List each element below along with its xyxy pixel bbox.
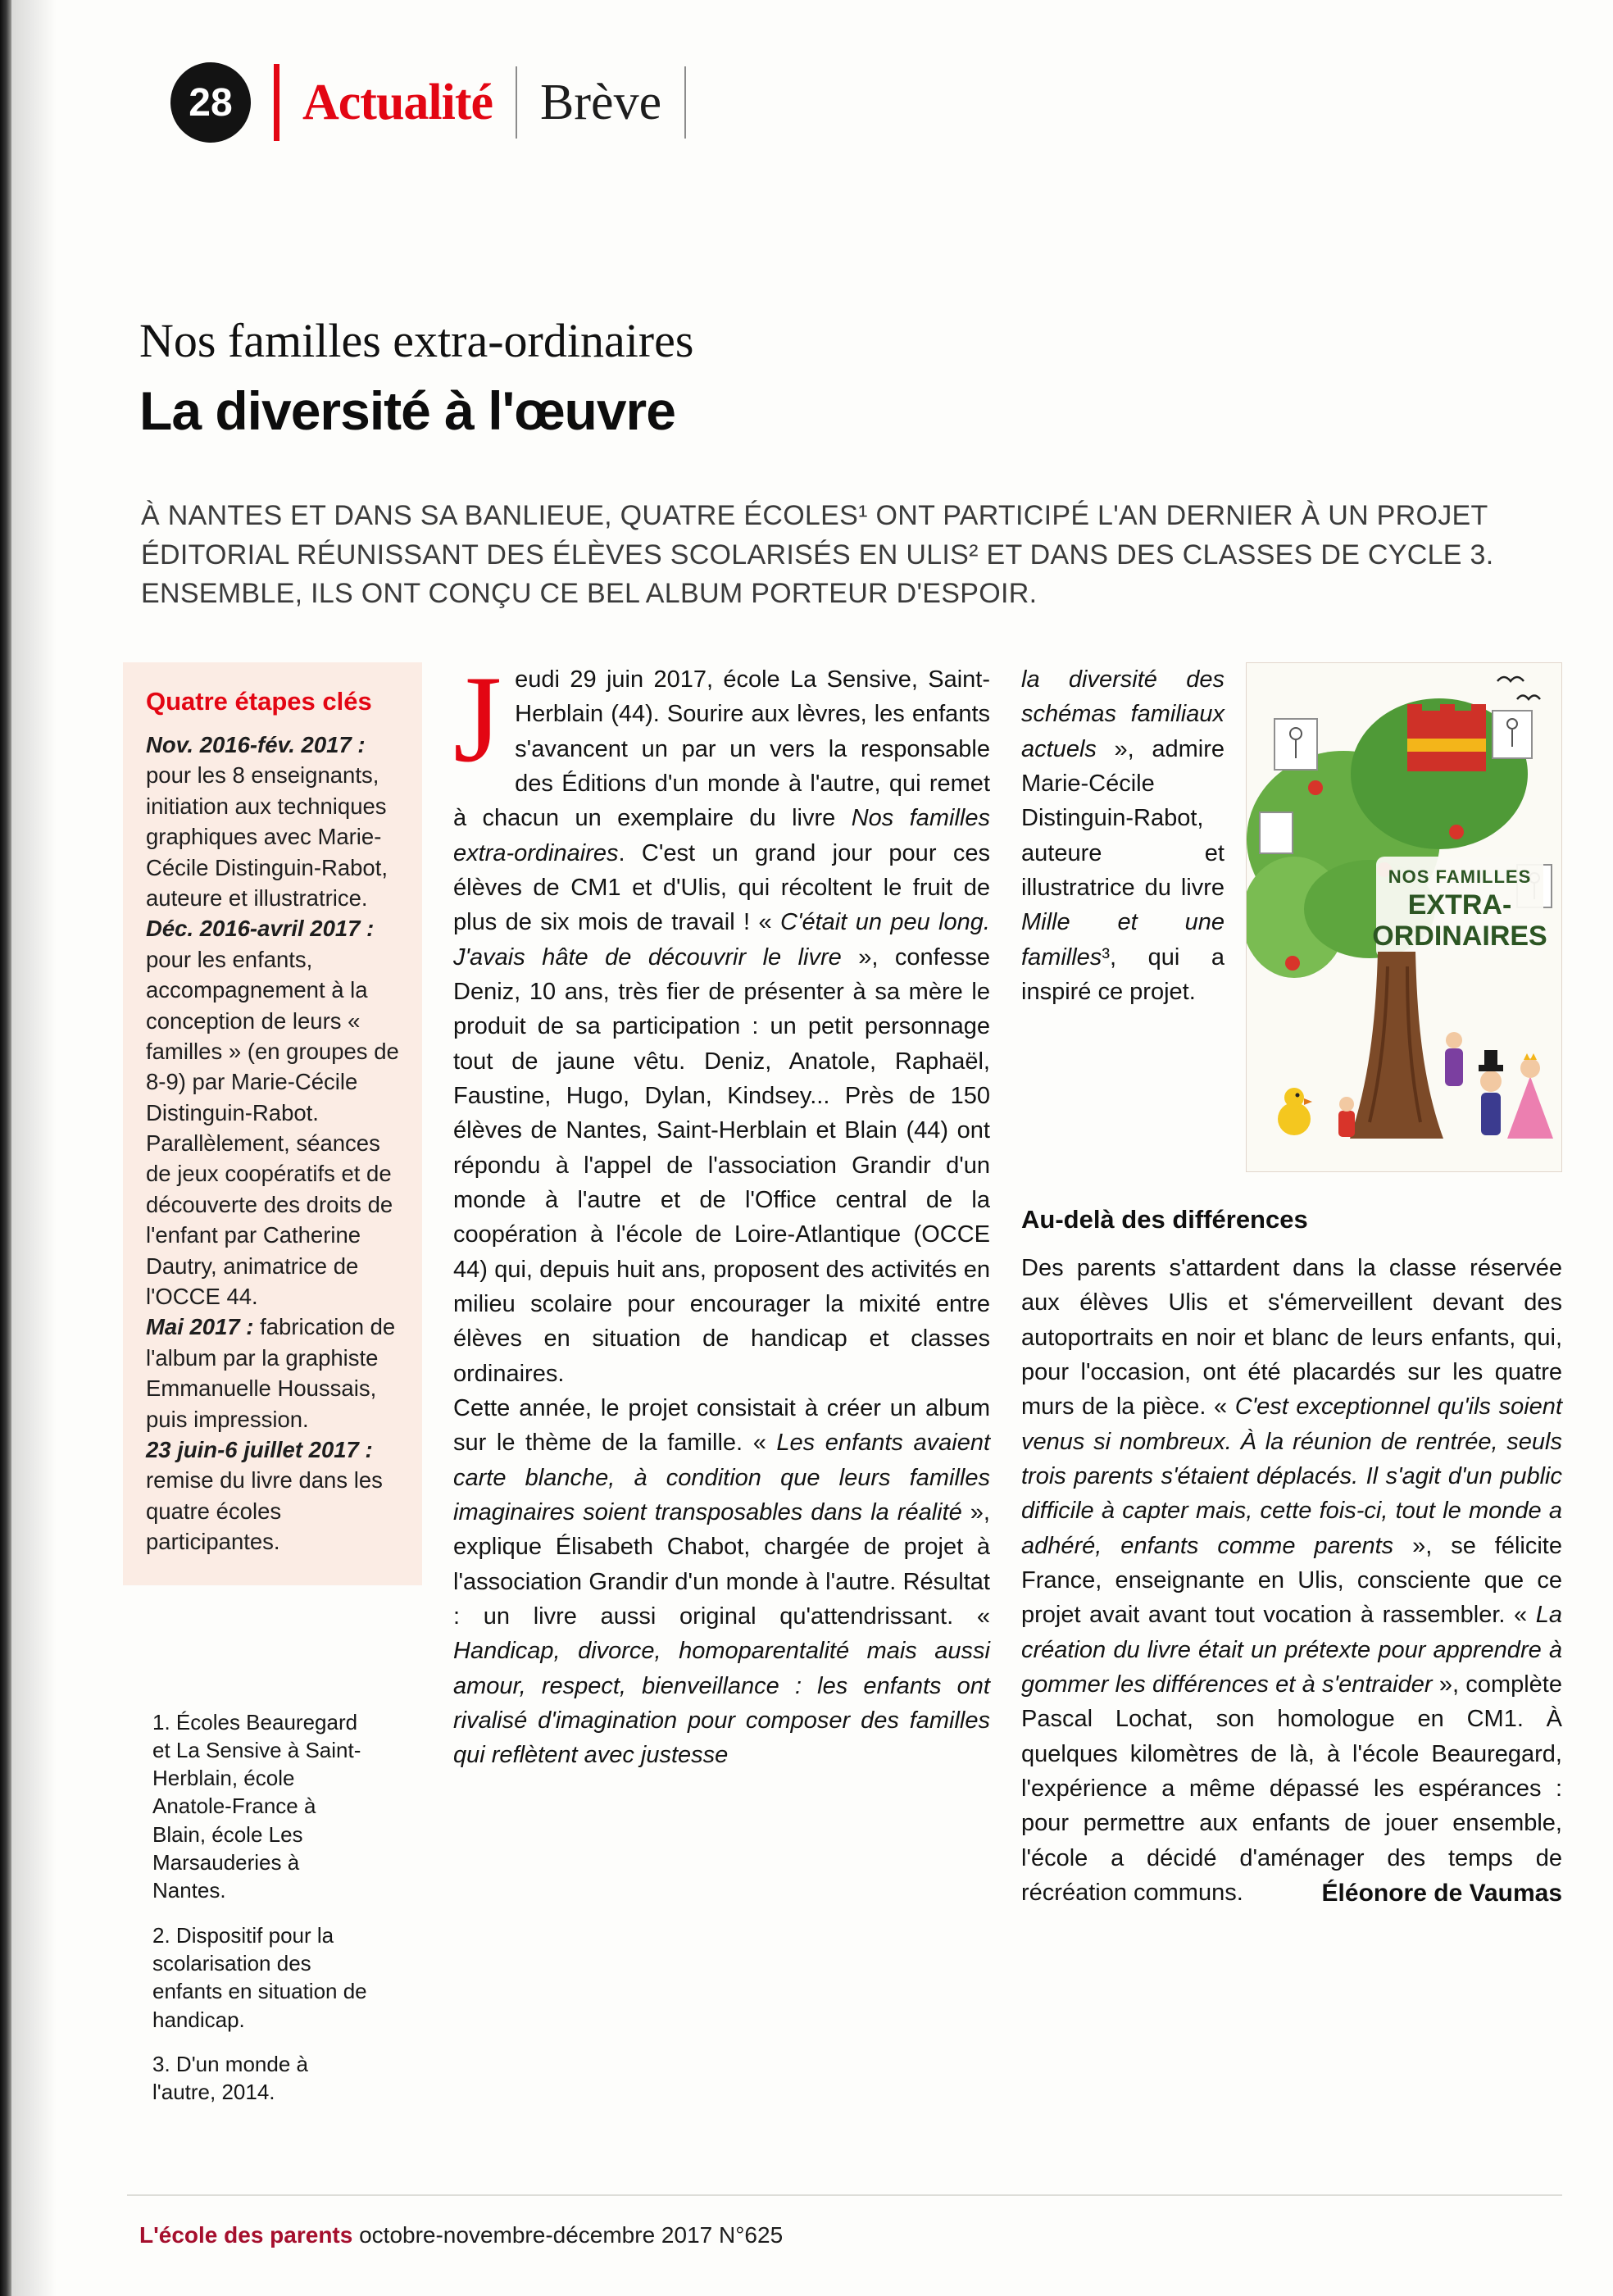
right-column [1021,662,1562,2123]
cover-title-line-1: NOS FAMILLES [1388,866,1532,887]
article-kicker: Nos familles extra-ordinaires [139,314,694,367]
step-text: remise du livre dans les quatre écoles participantes. [146,1467,383,1555]
cover-title [1372,857,1547,958]
book-cover [1246,662,1562,1172]
footnote-text: Écoles Beauregard et La Sensive à Saint-Herblain, école Anatole-France à Blain, école Les Marsauderies à Nantes. [152,1709,361,1903]
page-number-badge: 28 [170,62,251,143]
red-divider [274,64,279,141]
paragraph-continuation: la diversité des schémas familiaux actuels », admire Marie-Cécile Distinguin-Rabot, auteure et illustratrice du livre Mille et une familles³, qui a inspiré ce projet. [1021,666,1225,1005]
paragraph-1 [453,650,990,1391]
page-footer [139,2222,783,2248]
article-standfirst: À NANTES ET DANS SA BANLIEUE, QUATRE ÉCOLES¹ ONT PARTICIPÉ L'AN DERNIER À UN PROJET ÉDITORIAL RÉUNISSANT DES ÉLÈVES SCOLARISÉS EN ULIS² ET DANS DES CLASSES DE CYCLE 3. ENSEMBLE, ILS ONT CONÇU CE BEL ALBUM PORTEUR D'ESPOIR. [141,500,1494,610]
headline-block [139,313,1533,442]
footer-magazine-name: L'école des parents [139,2222,353,2248]
right-column-top [1021,662,1562,1172]
thin-divider [516,66,517,139]
key-step [146,1312,401,1434]
article-title: La diversité à l'œuvre [139,380,675,441]
paragraph-1-text: eudi 29 juin 2017, école La Sensive, Saint-Herblain (44). Sourire aux lèvres, les enfants s'avancent un par un vers la responsable des Éditions d'un monde à l'autre, qui remet à chacun un exemplaire du livre Nos familles extra-ordinaires. C'est un grand jour pour ces élèves de CM1 et d'Ulis, qui récoltent le fruit de plus de six mois de travail ! « C'était un peu long. J'avais hâte de découvrir le livre », confesse Deniz, 10 ans, très fier de présenter à sa mère le produit de sa participation : un petit personnage tout de jaune vêtu. Deniz, Anatole, Raphaël, Faustine, Hugo, Dylan, Kindsey... Près de 150 élèves de Nantes, Saint-Herblain et Blain (44) ont répondu à l'appel de l'association Grandir d'un monde à l'autre et de l'Office central de la coopération à l'école de Loire-Atlantique (OCCE 44) qui, depuis huit ans, proposent des activités en milieu scolaire pour encourager la mixité entre élèves en situation de handicap et classes ordinaires. [453,666,990,1387]
scan-edge [0,0,11,2296]
key-step [146,1434,401,1557]
footnote-item [152,1921,374,2034]
cover-title-line-2: EXTRA- [1407,889,1512,921]
key-step [146,913,401,1312]
footnote-item [152,2050,374,2107]
step-text: pour les enfants, accompagnement à la conception de leurs « familles » (en groupes de 8-9) par Marie-Cécile Distinguin-Rabot. Parallèlement, séances de jeux coopératifs et de découverte des droits de l'enfant par Catherine Dautry, animatrice de l'OCCE 44. [146,946,399,1310]
footer-rule [127,2194,1562,2196]
step-date: Déc. 2016-avril 2017 : [146,916,375,942]
book-cover-illustration [1247,663,1561,1171]
section-label: Actualité [302,74,493,130]
step-date: 23 juin-6 juillet 2017 : [146,1436,373,1462]
page-header [170,62,686,143]
step-text: pour les 8 enseignants, initiation aux techniques graphiques avec Marie-Cécile Distinguin-Rabot, auteure et illustratrice. [146,762,388,911]
cover-title-line-3: ORDINAIRES [1372,921,1547,952]
paragraph-3: Des parents s'attardent dans la classe réservée aux élèves Ulis et s'émerveillent devant des autoportraits en noir et blanc de leurs enfants, qui, pour l'occasion, ont été placardés sur les quatre murs de la pièce. « C'est exceptionnel qu'ils soient venus si nombreux. À la réunion de rentrée, seuls trois parents s'étaient déplacés. Il s'agit d'un public difficile à capter mais, cette fois-ci, tout le monde a adhéré, enfants comme parents », se félicite France, enseignante en Ulis, consciente que ce projet avait avant tout vocation à rassembler. « La création du livre était un prétexte pour apprendre à gommer les différences et à s'entraider », complète Pascal Lochat, son homologue en CM1. À quelques kilomètres de là, à l'école Beauregard, l'expérience a même dépassé les espérances : pour permettre aux enfants de jouer ensemble, l'école a décidé d'aménager des temps de récréation communs. [1021,1255,1562,1906]
footer-issue-info: octobre-novembre-décembre 2017 N°625 [352,2222,784,2248]
author-byline: Éléonore de Vaumas [1321,1880,1562,1907]
step-date: Mai 2017 : [146,1314,254,1340]
footnote-text: Dispositif pour la scolarisation des enfants en situation de handicap. [152,1922,367,2032]
footnotes [123,1708,374,2107]
footnote-number: 3. [152,2051,176,2076]
key-step [146,730,401,913]
drop-cap: J [453,650,502,788]
section-subhead: Au-delà des différences [1021,1205,1308,1234]
footnote-item [152,1708,374,1905]
footnote-number: 1. [152,1709,176,1735]
footnote-number: 2. [152,1922,176,1948]
main-article-column [453,650,991,2123]
step-text: fabrication de l'album par la graphiste Emmanuelle Houssais, puis impression. [146,1314,396,1432]
key-steps-title: Quatre étapes clés [146,687,372,716]
right-column-body [1021,1251,1562,1912]
paragraph-2: Cette année, le projet consistait à créer un album sur le thème de la famille. « Les enfants avaient carte blanche, à condition que leurs familles imaginaires soient transposables dans la réalité », explique Élisabeth Chabot, chargée de projet à l'association Grandir d'un monde à l'autre. Résultat : un livre aussi original qu'attendrissant. « Handicap, divorce, homoparentalité mais aussi amour, respect, bienveillance : les enfants ont rivalisé d'imagination pour composer des familles qui reflètent avec justesse [453,1394,991,1769]
subsection-label: Brève [540,74,662,130]
article-columns [123,650,1562,2123]
cover-castle [1407,704,1486,771]
left-column [123,662,422,2123]
thin-divider-2 [684,66,686,139]
gutter-shadow [11,0,57,2296]
key-steps-box [123,662,422,1585]
footnote-text: D'un monde à l'autre, 2014. [152,2051,308,2105]
step-date: Nov. 2016-fév. 2017 : [146,732,366,757]
